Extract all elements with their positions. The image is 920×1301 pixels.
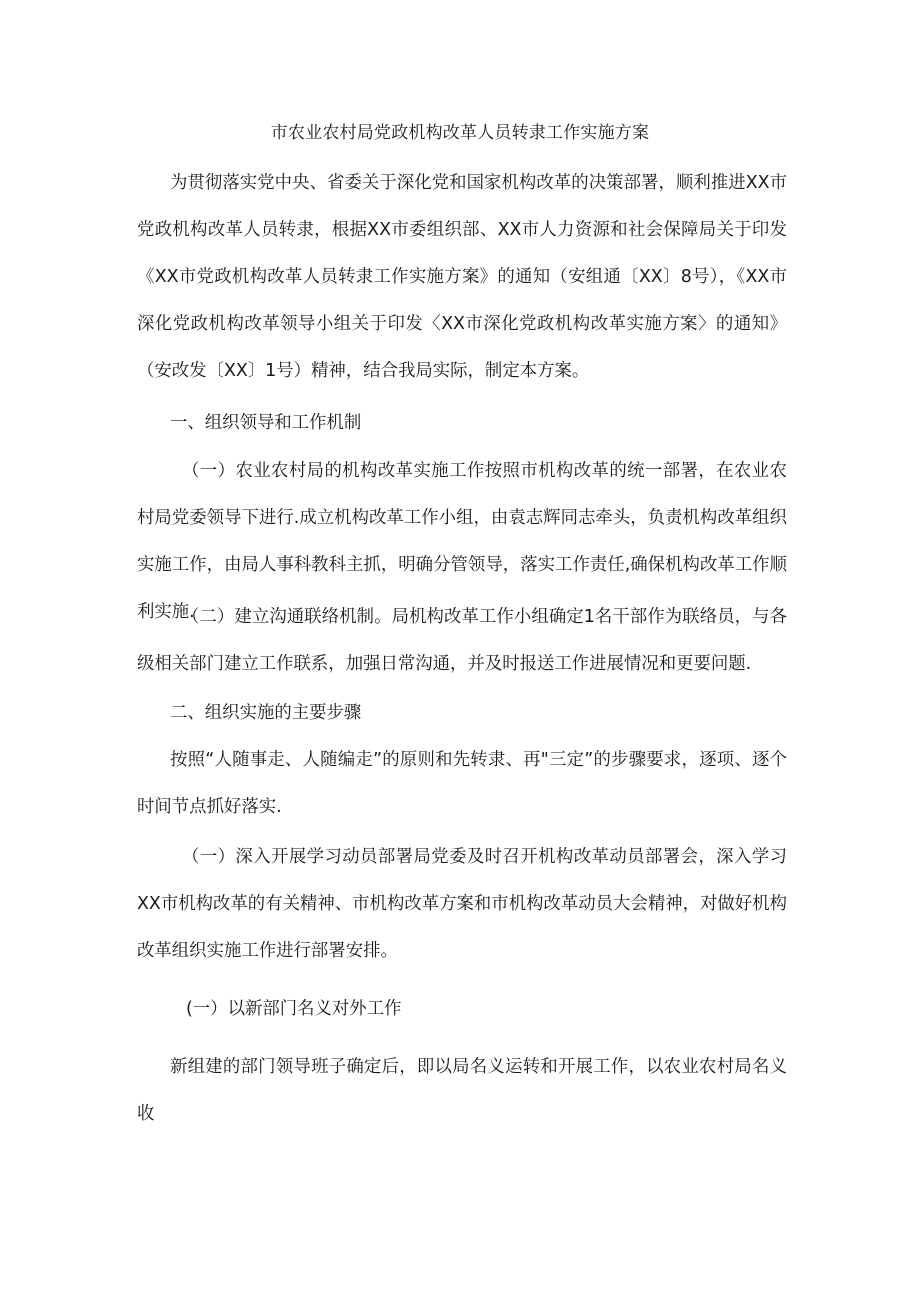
section1-paragraph-2: （二）建立沟通联络机制。局机构改革工作小组确定1名干部作为联络员，与各级相关部门建立工作联系，加强日常沟通，并及时报送工作进展情况和更要问题. <box>137 607 787 674</box>
section2-paragraph-2: （一）深入开展学习动员部署局党委及时召开机构改革动员部署会，深入学习XX市机构改革的有关精神、市机构改革方案和市机构改革动员大会精神，对做好机构改革组织实施工作进行部署安排。 <box>137 847 787 961</box>
intro-paragraph: 为贯彻落实党中央、省委关于深化党和国家机构改革的决策部署，顺利推进XX市党政机构改革人员转隶，根据XX市委组织部、XX市人力资源和社会保障局关于印发《XX市党政机构改革人员转隶工作实施方案》的通知（安组通〔XX〕8号），《XX市深化党政机构改革领导小组关于印发〈XX市深化党政机构改革实施方案〉的通知》（安改发〔XX〕1号）精神，结合我局实际，制定本方案。 <box>137 173 787 381</box>
section1-paragraph-1: （一）农业农村局的机构改革实施工作按照市机构改革的统一部署，在农业农村局党委领导下进行.成立机构改革工作小组，由袁志辉同志牵头，负责机构改革组织实施工作，由局人事科教科主抓，明确分管领导，落实工作责任,确保机构改革工作顺利实施. <box>137 461 787 622</box>
section1-heading: 一、组织领导和工作机制 <box>170 413 362 433</box>
section2-heading: 二、组织实施的主要步骤 <box>170 703 362 723</box>
section2-sub-heading: (一）以新部门名义对外工作 <box>186 999 402 1019</box>
section2-paragraph-1: 按照“人随事走、人随编走”的原则和先转隶、再"三定”的步骤要求，逐项、逐个时间节点抓好落实. <box>137 750 787 817</box>
section2-paragraph-3: 新组建的部门领导班子确定后，即以局名义运转和开展工作，以农业农村局名义收 <box>137 1057 787 1124</box>
document-title: 市农业农村局党政机构改革人员转隶工作实施方案 <box>270 123 650 143</box>
